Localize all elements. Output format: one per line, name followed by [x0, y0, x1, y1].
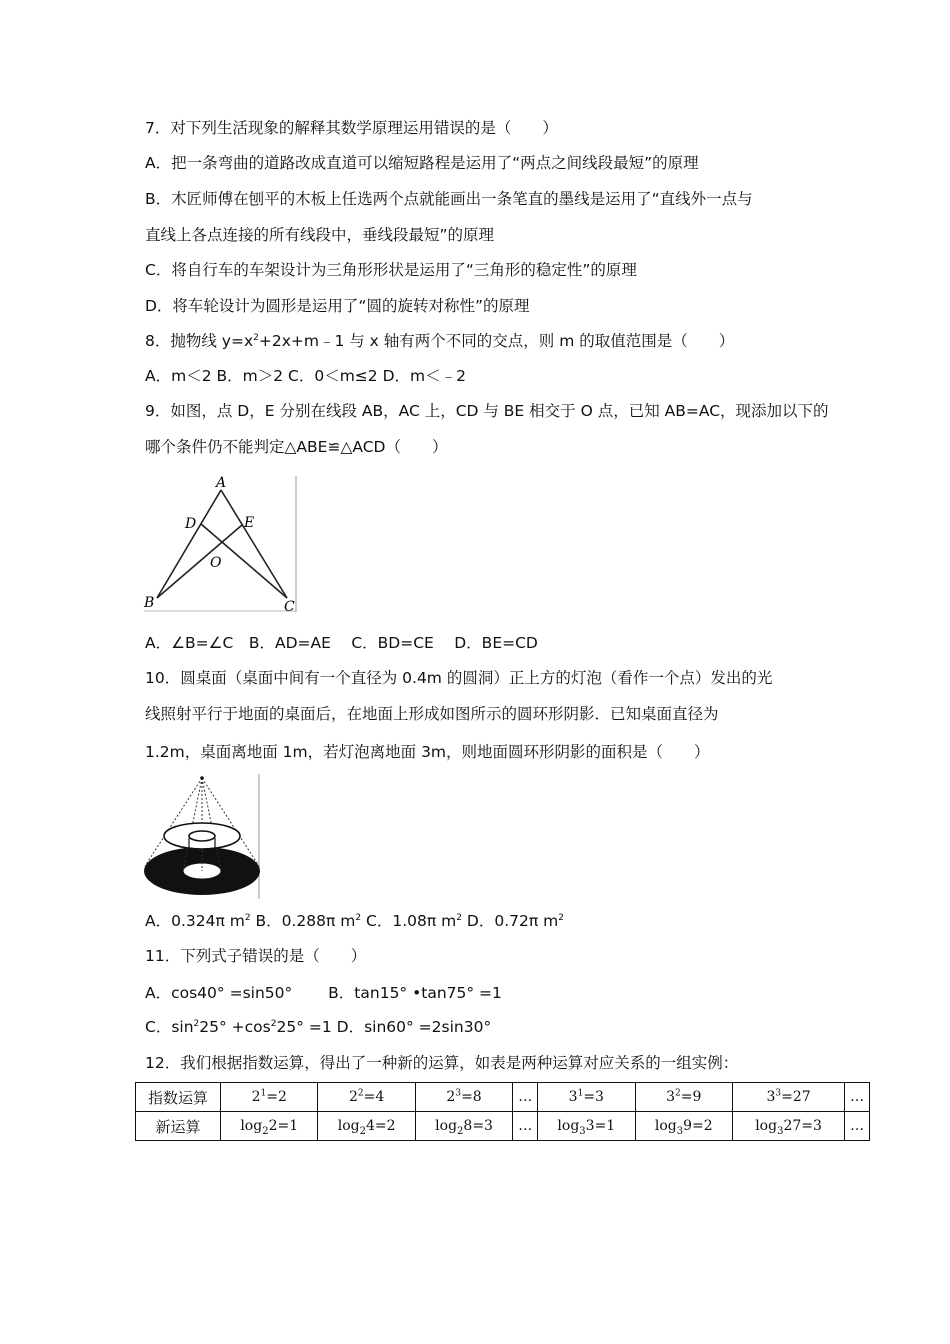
table-cell: …: [513, 1083, 538, 1112]
table-cell: $3^3=27$: [732, 1083, 844, 1112]
q10-stem-line3: 1.2m，桌面离地面 1m，若灯泡离地面 3m，则地面圆环形阴影的面积是（ ）: [145, 743, 710, 761]
table-cell: $2^3=8$: [415, 1083, 512, 1112]
operations-table: [135, 1082, 870, 1141]
q9-options: A．∠B=∠C B．AD=AE C．BD=CE D．BE=CD: [145, 634, 538, 652]
table-cell: $\log_327=3$: [732, 1112, 844, 1141]
q10-stem-line1: 10．圆桌面（桌面中间有一个直径为 0.4m 的圆洞）正上方的灯泡（看作一个点）发出的光: [145, 669, 773, 687]
table-cell: $\log_39=2$: [635, 1112, 732, 1141]
q8-options: A．m＜2 B．m＞2 C．0＜m≤2 D．m＜﹣2: [145, 367, 466, 385]
q11-options-ab: A．cos40° =sin50° B．tan15° •tan75° =1: [145, 984, 502, 1002]
table-cell: $3^1=3$: [538, 1083, 635, 1112]
table-cell: …: [513, 1112, 538, 1141]
table-cell: $3^2=9$: [635, 1083, 732, 1112]
q7-option-a: A．把一条弯曲的道路改成直道可以缩短路程是运用了“两点之间线段最短”的原理: [145, 154, 699, 172]
q11-options-cd: C．$\sin^225^\circ +\cos^225^\circ =1$ D．sin60° =2sin30°: [145, 1018, 492, 1036]
q12-stem: 12．我们根据指数运算，得出了一种新的运算，如表是两种运算对应关系的一组实例：: [145, 1054, 739, 1072]
table-cell: $2^1=2$: [221, 1083, 318, 1112]
table-row: [136, 1083, 870, 1112]
segment-be: [157, 525, 242, 598]
table-row: [136, 1112, 870, 1141]
q10-cone-svg: [142, 774, 262, 899]
q7-option-d: D．将车轮设计为圆形是运用了“圆的旋转对称性”的原理: [145, 297, 530, 315]
q9-triangle-figure: [143, 474, 299, 614]
table-cell: $\log_33=1$: [538, 1112, 635, 1141]
table-cell: $2^2=4$: [318, 1083, 415, 1112]
label-e: E: [244, 515, 255, 531]
segment-ab: [157, 490, 221, 598]
table-cell: …: [845, 1083, 870, 1112]
table-cell: $\log_28=3$: [415, 1112, 512, 1141]
q10-cone-shadow-figure: [142, 774, 262, 899]
label-b: B: [144, 595, 155, 611]
table-hole: [189, 831, 215, 841]
segment-ac: [221, 490, 287, 598]
table-cell: …: [845, 1112, 870, 1141]
table-cell: $\log_24=2$: [318, 1112, 415, 1141]
q7-option-b-line1: B．木匠师傅在刨平的木板上任选两个点就能画出一条笔直的墨线是运用了“直线外一点与: [145, 190, 753, 208]
row-head-exponent: 指数运算: [136, 1083, 221, 1112]
q7-option-b-line2: 直线上各点连接的所有线段中，垂线段最短”的原理: [145, 226, 495, 244]
q7-option-c: C．将自行车的车架设计为三角形形状是运用了“三角形的稳定性”的原理: [145, 261, 637, 279]
label-a: A: [216, 475, 227, 491]
label-c: C: [284, 599, 295, 614]
label-o: O: [210, 555, 222, 571]
q8-stem: 8．抛物线 $y=x^2+2x+m﹣1$ 与 x 轴有两个不同的交点，则 m 的取值范围是（ ）: [145, 332, 735, 350]
q7-stem: 7．对下列生活现象的解释其数学原理运用错误的是（ ）: [145, 119, 558, 137]
table-cell: $\log_22=1$: [221, 1112, 318, 1141]
q9-stem-line2: 哪个条件仍不能判定△ABE≌△ACD（ ）: [145, 438, 448, 456]
q9-triangle-svg: [143, 474, 299, 614]
q10-options: A．0.324π $m^2$ B．0.288π $m^2$ C．1.08π $m^2$ D．0.72π $m^2$: [145, 912, 564, 930]
q10-stem-line2: 线照射平行于地面的桌面后，在地面上形成如图所示的圆环形阴影．已知桌面直径为: [145, 705, 719, 723]
label-d: D: [185, 516, 197, 532]
q9-stem-line1: 9．如图，点 D，E 分别在线段 AB，AC 上，CD 与 BE 相交于 O 点，已知 AB=AC，现添加以下的: [145, 402, 829, 420]
q11-stem: 11．下列式子错误的是（ ）: [145, 947, 367, 965]
row-head-new-op: 新运算: [136, 1112, 221, 1141]
light-bulb-point: [200, 776, 204, 780]
